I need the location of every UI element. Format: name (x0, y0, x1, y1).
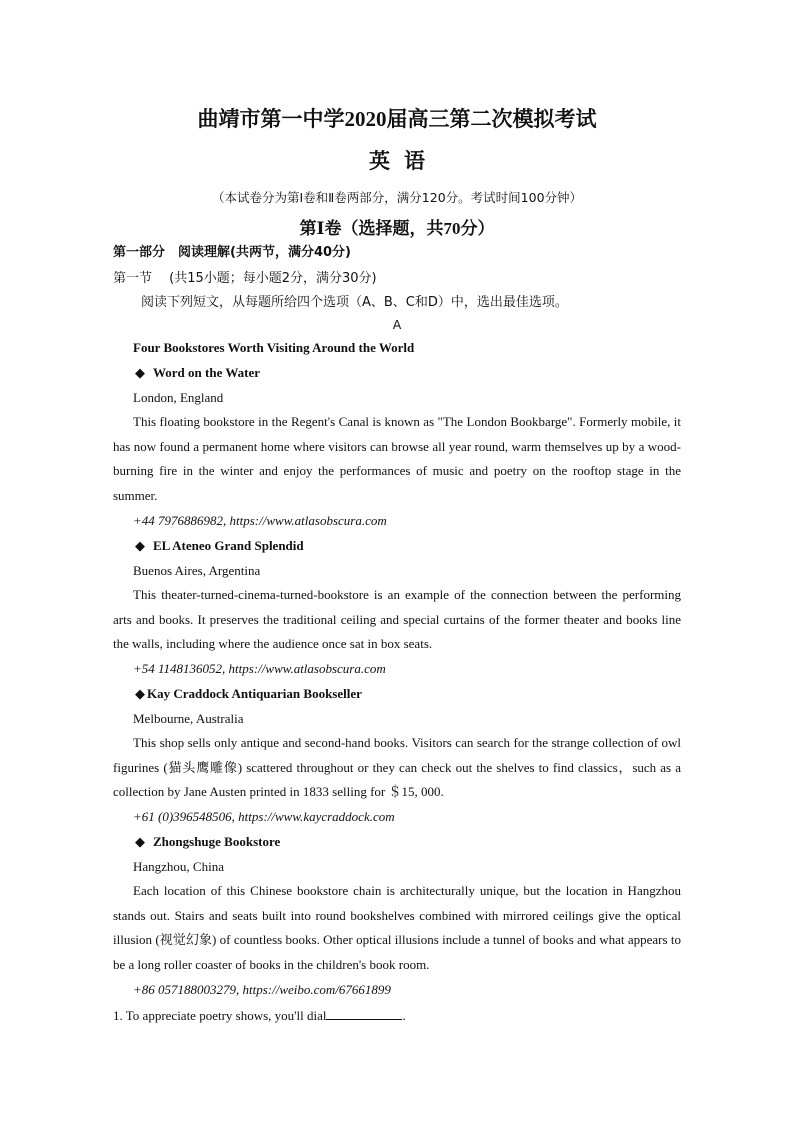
store-contact: +61 (0)396548506, https://www.kaycraddock.com (133, 809, 395, 824)
subject-title: 英语 (369, 149, 439, 173)
store-description: Each location of this Chinese bookstore chain is architecturally unique, but the location in Hangzhou stands out. Stairs and seats built into round bookshelves combined with mirrored ceilings give the optical illusion (视觉幻象) of countless books. Other optical illusions include a tunnel of books and what appears to be a long roller coaster of books in the children's book room. (113, 883, 681, 973)
store-contact: +86 057188003279, https://weibo.com/67661899 (133, 982, 391, 997)
store-description: This floating bookstore in the Regent's Canal is known as "The London Bookbarge". Formerly mobile, it has now found a permanent home where visitors can browse all year round, warm themselves up by a wood-burning fire in the winter and enjoy the performances of music and poetry on the rooftop stage in the summer. (113, 414, 681, 504)
answer-blank[interactable] (326, 1007, 402, 1020)
store-location: Melbourne, Australia (133, 711, 244, 726)
diamond-bullet-icon: ◆ (135, 365, 145, 380)
store-contact: +54 1148136052, https://www.atlasobscura.com (133, 661, 386, 676)
diamond-bullet-icon: ◆ (135, 538, 145, 553)
volume-heading: 第Ⅰ卷（选择题，共70分） (299, 219, 495, 238)
store-location: Hangzhou, China (133, 859, 224, 874)
store-description: This theater-turned-cinema-turned-bookstore is an example of the connection between the performing arts and books. It preserves the traditional ceiling and special curtains of the former theater and books line the walls, including where the audience once sat in box seats. (113, 587, 681, 652)
store-name: ◆ EL Ateneo Grand Splendid (135, 538, 304, 553)
instructions: 阅读下列短文，从每题所给四个选项（A、B、C和D）中，选出最佳选项。 (141, 295, 568, 310)
exam-note: （本试卷分为第Ⅰ卷和Ⅱ卷两部分，满分120分。考试时间100分钟） (211, 190, 583, 205)
store-name: ◆ Word on the Water (135, 365, 261, 380)
store-contact: +44 7976886982, https://www.atlasobscura.com (133, 513, 387, 528)
diamond-bullet-icon: ◆ (135, 834, 145, 849)
question-1: 1. To appreciate poetry shows, you'll dial . (113, 1008, 406, 1023)
passage-letter: A (392, 317, 402, 332)
exam-title: 曲靖市第一中学2020届高三第二次模拟考试 (197, 107, 597, 131)
store-name: ◆ Kay Craddock Antiquarian Bookseller (135, 686, 362, 701)
store-name: ◆ Zhongshuge Bookstore (135, 834, 281, 849)
part-heading: 第一部分 阅读理解(共两节，满分40分) (113, 245, 351, 260)
store-location: London, England (133, 390, 224, 405)
diamond-bullet-icon: ◆ (135, 686, 145, 701)
store-location: Buenos Aires, Argentina (133, 563, 261, 578)
section-heading: 第一节 (共15小题；每小题2分，满分30分) (113, 271, 377, 286)
store-description: This shop sells only antique and second-hand books. Visitors can search for the strange collection of owl figurines (猫头鹰雕像) scattered throughout or they can check out the shelves to find classics，such as a collection by Jane Austen printed in 1833 selling for ＄15, 000. (113, 735, 681, 800)
article-title: Four Bookstores Worth Visiting Around the World (133, 340, 415, 355)
